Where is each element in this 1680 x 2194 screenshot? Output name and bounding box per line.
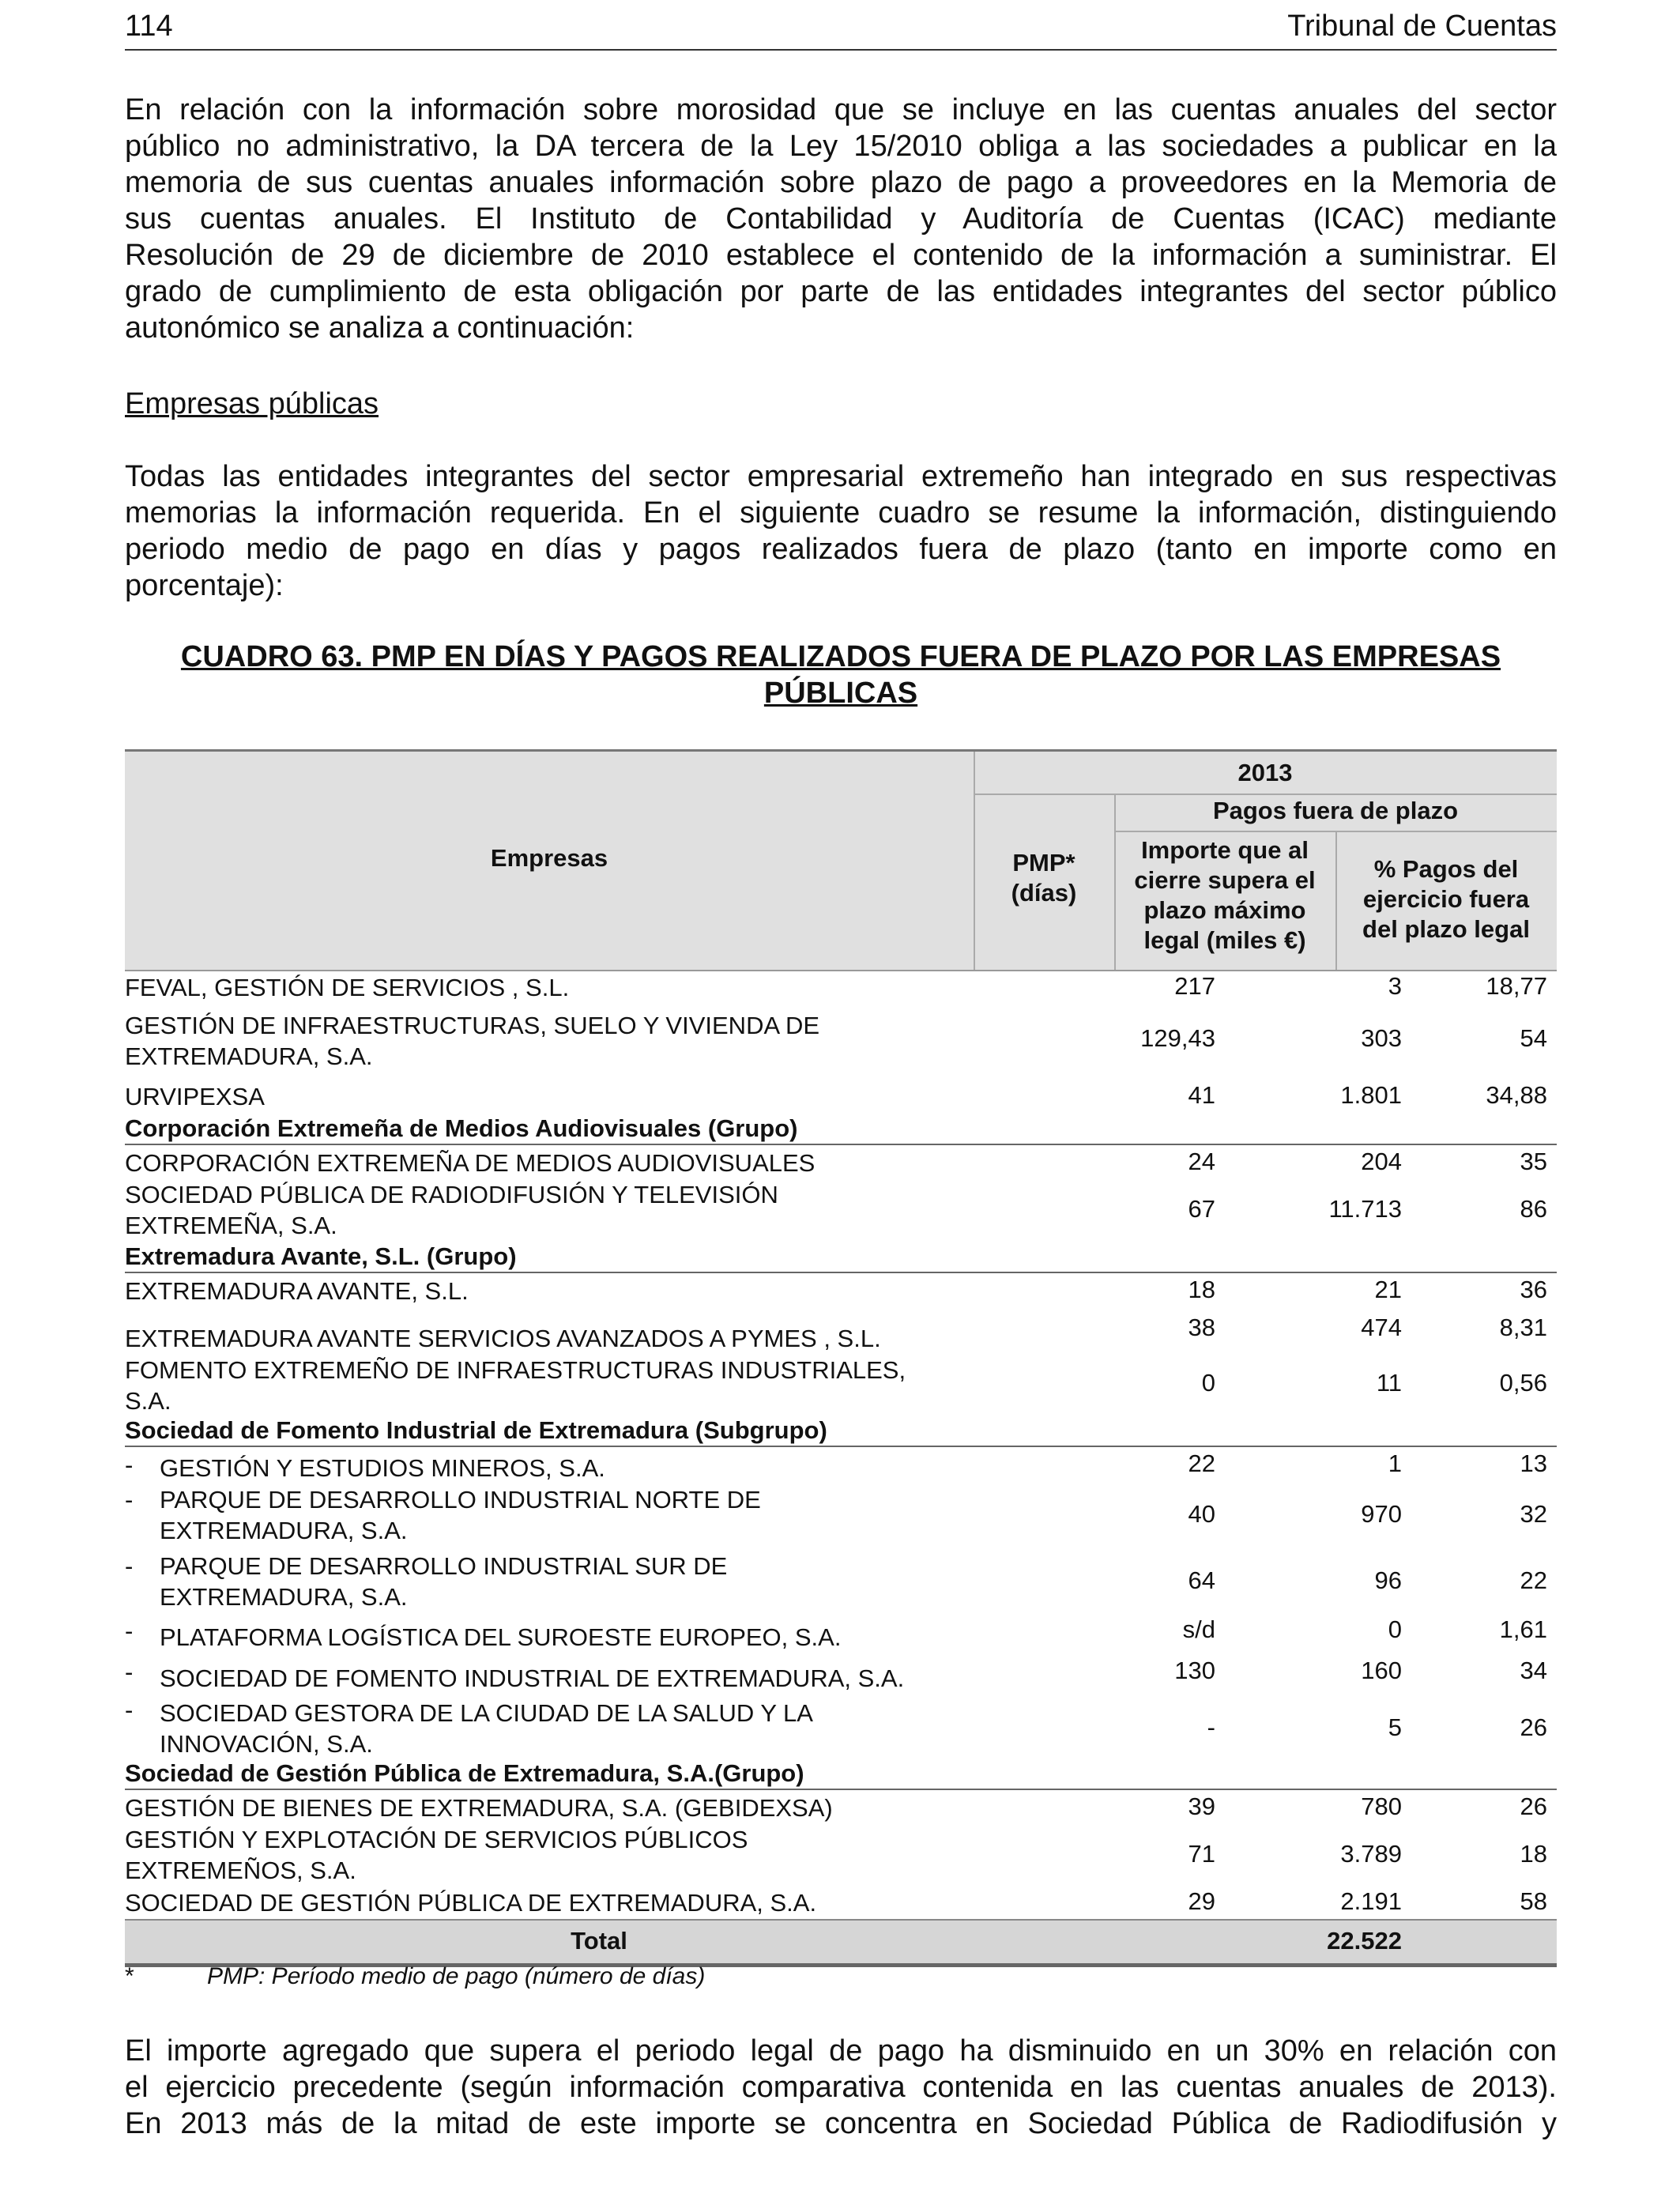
group-heading: Sociedad de Gestión Pública de Extremadura, S.A.(Grupo) (125, 1758, 1557, 1790)
dash-marker: - (125, 1617, 134, 1645)
header-year: 2013 (1237, 759, 1293, 786)
table-caption (125, 639, 1557, 711)
row-name-line: EXTREMEÑA, S.A. (125, 1212, 337, 1239)
cell-pct: 54 (1520, 1024, 1547, 1052)
header-porcentaje (1335, 854, 1557, 944)
row-name (160, 1484, 989, 1546)
header-empresas: Empresas (490, 844, 608, 872)
text-line: grado de cumplimiento de esta obligación por parte de las entidades integrantes del sector público (125, 275, 1557, 308)
header-importe (1114, 835, 1335, 956)
cell-pct: 0,56 (1499, 1369, 1547, 1397)
cell-pct: 86 (1520, 1195, 1547, 1223)
row-name-line: EXTREMADURA, S.A. (160, 1583, 408, 1611)
header-text: (días) (1011, 879, 1077, 907)
cell-pmp: - (1207, 1713, 1215, 1741)
cell-pmp: 24 (1188, 1148, 1215, 1175)
text-line: memorias la información requerida. En el siguiente cuadro se resume la información, distinguiendo (125, 496, 1557, 530)
cell-pct: 18,77 (1486, 972, 1547, 1000)
cell-importe: 3.789 (1340, 1840, 1402, 1868)
description-paragraph (125, 458, 1557, 604)
cell-pmp: 40 (1188, 1500, 1215, 1528)
header-text: cierre supera el (1134, 866, 1316, 894)
dash-marker: - (125, 1486, 134, 1514)
text-line: En relación con la información sobre morosidad que se incluye en las cuentas anuales del sector (125, 93, 1557, 126)
dash-marker: - (125, 1696, 134, 1724)
header-text: plazo máximo (1143, 896, 1306, 924)
text-line: El importe agregado que supera el periodo legal de pago ha disminuido en un 30% en relación con (125, 2034, 1557, 2068)
cell-pmp: 130 (1174, 1657, 1215, 1684)
cell-importe: 204 (1361, 1148, 1402, 1175)
cell-importe: 5 (1388, 1713, 1402, 1741)
cell-importe: 303 (1361, 1024, 1402, 1052)
cell-importe: 0 (1388, 1615, 1402, 1643)
cell-pmp: 41 (1188, 1081, 1215, 1109)
footnote-marker: * (125, 1963, 134, 1989)
text-line: Todas las entidades integrantes del sector empresarial extremeño han integrado en sus respectivas (125, 460, 1557, 493)
cell-pmp: s/d (1182, 1615, 1215, 1643)
row-name (125, 1179, 978, 1241)
cell-pct: 18 (1520, 1840, 1547, 1868)
row-name: EXTREMADURA AVANTE SERVICIOS AVANZADOS A PYMES , S.L. (125, 1325, 881, 1352)
cell-pmp: 38 (1188, 1314, 1215, 1341)
cell-importe: 11 (1376, 1369, 1402, 1397)
text-line: autonómico se analiza a continuación: (125, 311, 635, 345)
row-name: PLATAFORMA LOGÍSTICA DEL SUROESTE EUROPEO, S.A. (160, 1623, 842, 1651)
footnote-text: PMP: Período medio de pago (número de días) (207, 1963, 706, 1989)
row-name: GESTIÓN Y ESTUDIOS MINEROS, S.A. (160, 1454, 605, 1482)
total-row (125, 1919, 1557, 1967)
header-pmp (974, 848, 1114, 908)
cell-importe: 1 (1388, 1449, 1402, 1477)
row-name-line: GESTIÓN DE INFRAESTRUCTURAS, SUELO Y VIVIENDA DE (125, 1012, 820, 1039)
cell-importe: 3 (1388, 972, 1402, 1000)
cell-pct: 1,61 (1499, 1615, 1547, 1643)
cell-pct: 58 (1520, 1887, 1547, 1915)
cell-importe: 970 (1361, 1500, 1402, 1528)
page-header (125, 9, 1557, 51)
cell-pct: 36 (1520, 1276, 1547, 1303)
header-text: PMP* (1012, 849, 1075, 876)
cell-pmp: 64 (1188, 1566, 1215, 1594)
row-name: GESTIÓN DE BIENES DE EXTREMADURA, S.A. (GEBIDEXSA) (125, 1794, 833, 1822)
row-name (160, 1551, 989, 1612)
row-name-line: S.A. (125, 1387, 171, 1415)
cell-pmp: 22 (1188, 1449, 1215, 1477)
row-name: SOCIEDAD DE GESTIÓN PÚBLICA DE EXTREMADURA, S.A. (125, 1889, 817, 1917)
text-line: periodo medio de pago en días y pagos realizados fuera de plazo (tanto en importe como en (125, 533, 1557, 566)
row-name-line: EXTREMADURA, S.A. (125, 1042, 373, 1070)
row-name-line: SOCIEDAD PÚBLICA DE RADIODIFUSIÓN Y TELEVISIÓN (125, 1181, 778, 1208)
total-value: 22.522 (1327, 1927, 1402, 1955)
header-text: legal (miles €) (1143, 926, 1306, 954)
cell-pmp: 71 (1188, 1840, 1215, 1868)
cell-pmp: 18 (1188, 1276, 1215, 1303)
cell-pct: 8,31 (1499, 1314, 1547, 1341)
cell-importe: 780 (1361, 1793, 1402, 1820)
text-line: sus cuentas anuales. El Instituto de Contabilidad y Auditoría de Cuentas (ICAC) mediante (125, 202, 1557, 236)
row-name-line: PARQUE DE DESARROLLO INDUSTRIAL SUR DE (160, 1552, 728, 1580)
row-name: CORPORACIÓN EXTREMEÑA DE MEDIOS AUDIOVISUALES (125, 1149, 816, 1177)
cell-pct: 32 (1520, 1500, 1547, 1528)
cell-importe: 1.801 (1340, 1081, 1402, 1109)
caption-line: CUADRO 63. PMP EN DÍAS Y PAGOS REALIZADOS FUERA DE PLAZO POR LAS EMPRESAS (180, 640, 1501, 673)
row-name (125, 1010, 978, 1072)
publisher-name: Tribunal de Cuentas (1287, 9, 1557, 43)
closing-paragraph (125, 2033, 1557, 2142)
group-heading: Corporación Extremeña de Medios Audiovisuales (Grupo) (125, 1113, 1557, 1145)
section-subheading: Empresas públicas (125, 387, 379, 420)
group-heading: Sociedad de Fomento Industrial de Extremadura (Subgrupo) (125, 1415, 1557, 1447)
cell-pct: 35 (1520, 1148, 1547, 1175)
dash-marker: - (125, 1451, 134, 1479)
cell-pct: 26 (1520, 1713, 1547, 1741)
row-name: EXTREMADURA AVANTE, S.L. (125, 1277, 469, 1305)
cell-importe: 11.713 (1328, 1195, 1402, 1223)
cell-importe: 21 (1374, 1276, 1402, 1303)
cell-pmp: 39 (1188, 1793, 1215, 1820)
header-text: % Pagos del (1373, 855, 1519, 883)
text-line: porcentaje): (125, 569, 284, 602)
cell-importe: 96 (1374, 1566, 1402, 1594)
text-line: Resolución de 29 de diciembre de 2010 establece el contenido de la información a suministrar. El (125, 239, 1557, 272)
row-name: URVIPEXSA (125, 1083, 265, 1110)
cell-pct: 34 (1520, 1657, 1547, 1684)
cell-importe: 474 (1361, 1314, 1402, 1341)
total-label: Total (571, 1927, 627, 1955)
row-name (160, 1698, 989, 1759)
row-name-line: PARQUE DE DESARROLLO INDUSTRIAL NORTE DE (160, 1486, 761, 1514)
cell-pct: 22 (1520, 1566, 1547, 1594)
row-name-line: GESTIÓN Y EXPLOTACIÓN DE SERVICIOS PÚBLICOS (125, 1826, 748, 1853)
row-name-line: FOMENTO EXTREMEÑO DE INFRAESTRUCTURAS INDUSTRIALES, (125, 1356, 906, 1384)
cell-importe: 2.191 (1340, 1887, 1402, 1915)
cell-pmp: 29 (1188, 1887, 1215, 1915)
row-name-line: SOCIEDAD GESTORA DE LA CIUDAD DE LA SALUD Y LA (160, 1699, 813, 1727)
header-text: ejercicio fuera (1362, 885, 1530, 913)
dash-marker: - (125, 1658, 134, 1686)
row-name-line: EXTREMEÑOS, S.A. (125, 1857, 356, 1884)
header-pagos-fuera-plazo: Pagos fuera de plazo (1212, 797, 1459, 824)
page-number: 114 (125, 9, 173, 43)
cell-pmp: 0 (1201, 1369, 1215, 1397)
row-name (125, 1355, 978, 1416)
text-line: En 2013 más de la mitad de este importe se concentra en Sociedad Pública de Radiodifusión y (125, 2107, 1557, 2140)
row-name-line: EXTREMADURA, S.A. (160, 1517, 408, 1544)
intro-paragraph (125, 92, 1557, 346)
text-line: público no administrativo, la DA tercera de la Ley 15/2010 obliga a las sociedades a publicar en la (125, 130, 1557, 163)
row-name: SOCIEDAD DE FOMENTO INDUSTRIAL DE EXTREMADURA, S.A. (160, 1664, 905, 1692)
cell-pmp: 67 (1188, 1195, 1215, 1223)
cell-pct: 26 (1520, 1793, 1547, 1820)
text-line: el ejercicio precedente (según información comparativa contenida en las cuentas anuales de 2013). (125, 2071, 1557, 2104)
table-header (125, 749, 1557, 971)
header-text: del plazo legal (1362, 915, 1530, 943)
cell-importe: 160 (1361, 1657, 1402, 1684)
header-text: Importe que al (1141, 836, 1309, 864)
dash-marker: - (125, 1552, 134, 1580)
caption-line: PÚBLICAS (763, 677, 918, 710)
row-name (125, 1824, 978, 1886)
cell-pct: 34,88 (1486, 1081, 1547, 1109)
row-name: FEVAL, GESTIÓN DE SERVICIOS , S.L. (125, 974, 570, 1001)
text-line: memoria de sus cuentas anuales información sobre plazo de pago a proveedores en la Memoria de (125, 166, 1557, 199)
group-heading: Extremadura Avante, S.L. (Grupo) (125, 1241, 1557, 1273)
row-name-line: INNOVACIÓN, S.A. (160, 1730, 373, 1758)
cell-pmp: 217 (1174, 972, 1215, 1000)
cell-pmp: 129,43 (1140, 1024, 1215, 1052)
cell-pct: 13 (1520, 1449, 1547, 1477)
